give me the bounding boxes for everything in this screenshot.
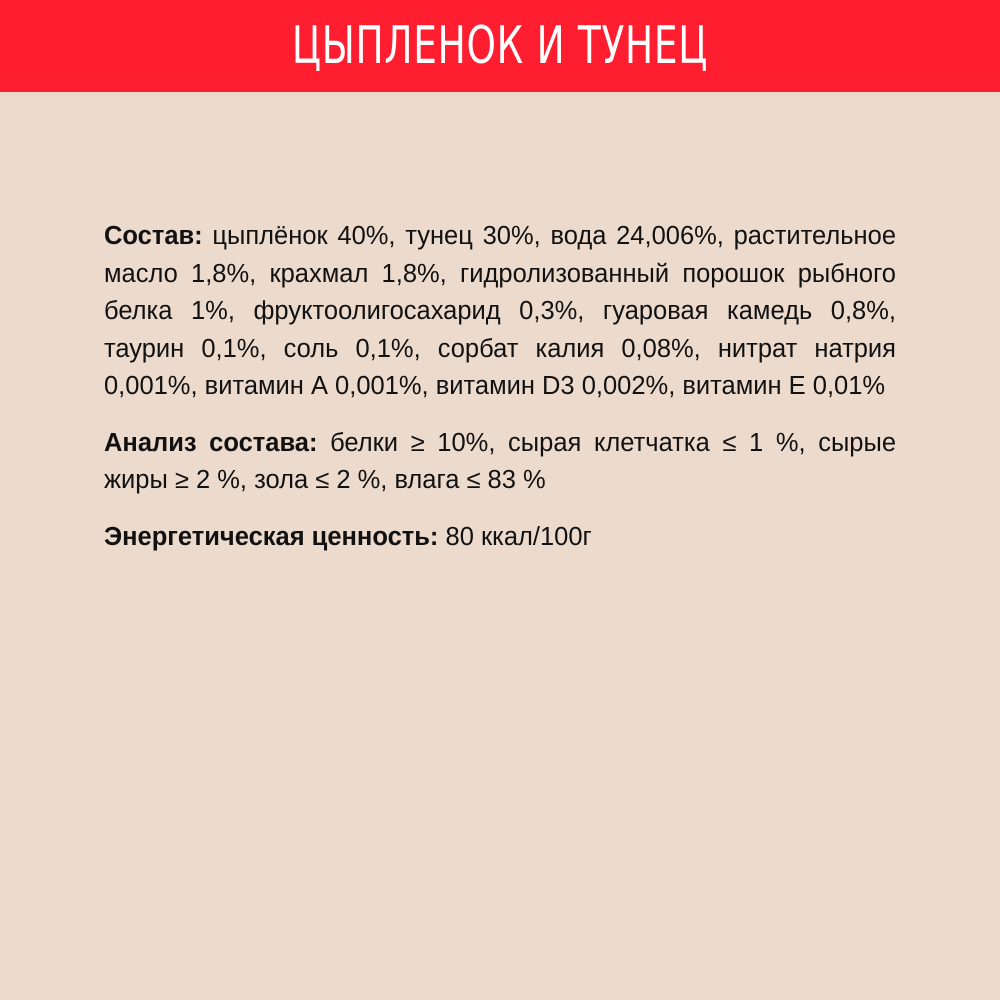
composition-label: Состав: <box>104 222 203 250</box>
energy-text: 80 ккал/100г <box>438 522 592 551</box>
analysis-text: белки ≥ 10%, сырая клетчатка ≤ 1 %, сырые жиры ≥ 2 %, зола ≤ 2 %, влага ≤ 83 % <box>104 428 896 494</box>
composition-text: цыплёнок 40%, тунец 30%, вода 24,006%, растительное масло 1,8%, крахмал 1,8%, гидролизованный порошок рыбного белка 1%, фруктоолигосахарид 0,3%, гуаровая камедь 0,8%, таурин 0,1%, соль 0,1%, сорбат калия 0,08%, нитрат натрия 0,001%, витамин А 0,001%, витамин D3 0,002%, витамин Е 0,01% <box>104 222 896 400</box>
product-info <box>104 218 896 556</box>
energy-label: Энергетическая ценность: <box>104 522 439 551</box>
page-title: ЦЫПЛЕНОК И ТУНЕЦ <box>291 16 709 76</box>
composition-paragraph <box>104 218 896 406</box>
energy-paragraph <box>104 519 896 557</box>
header-banner <box>0 0 1000 92</box>
analysis-label: Анализ состава: <box>104 428 318 457</box>
analysis-paragraph <box>104 425 896 500</box>
